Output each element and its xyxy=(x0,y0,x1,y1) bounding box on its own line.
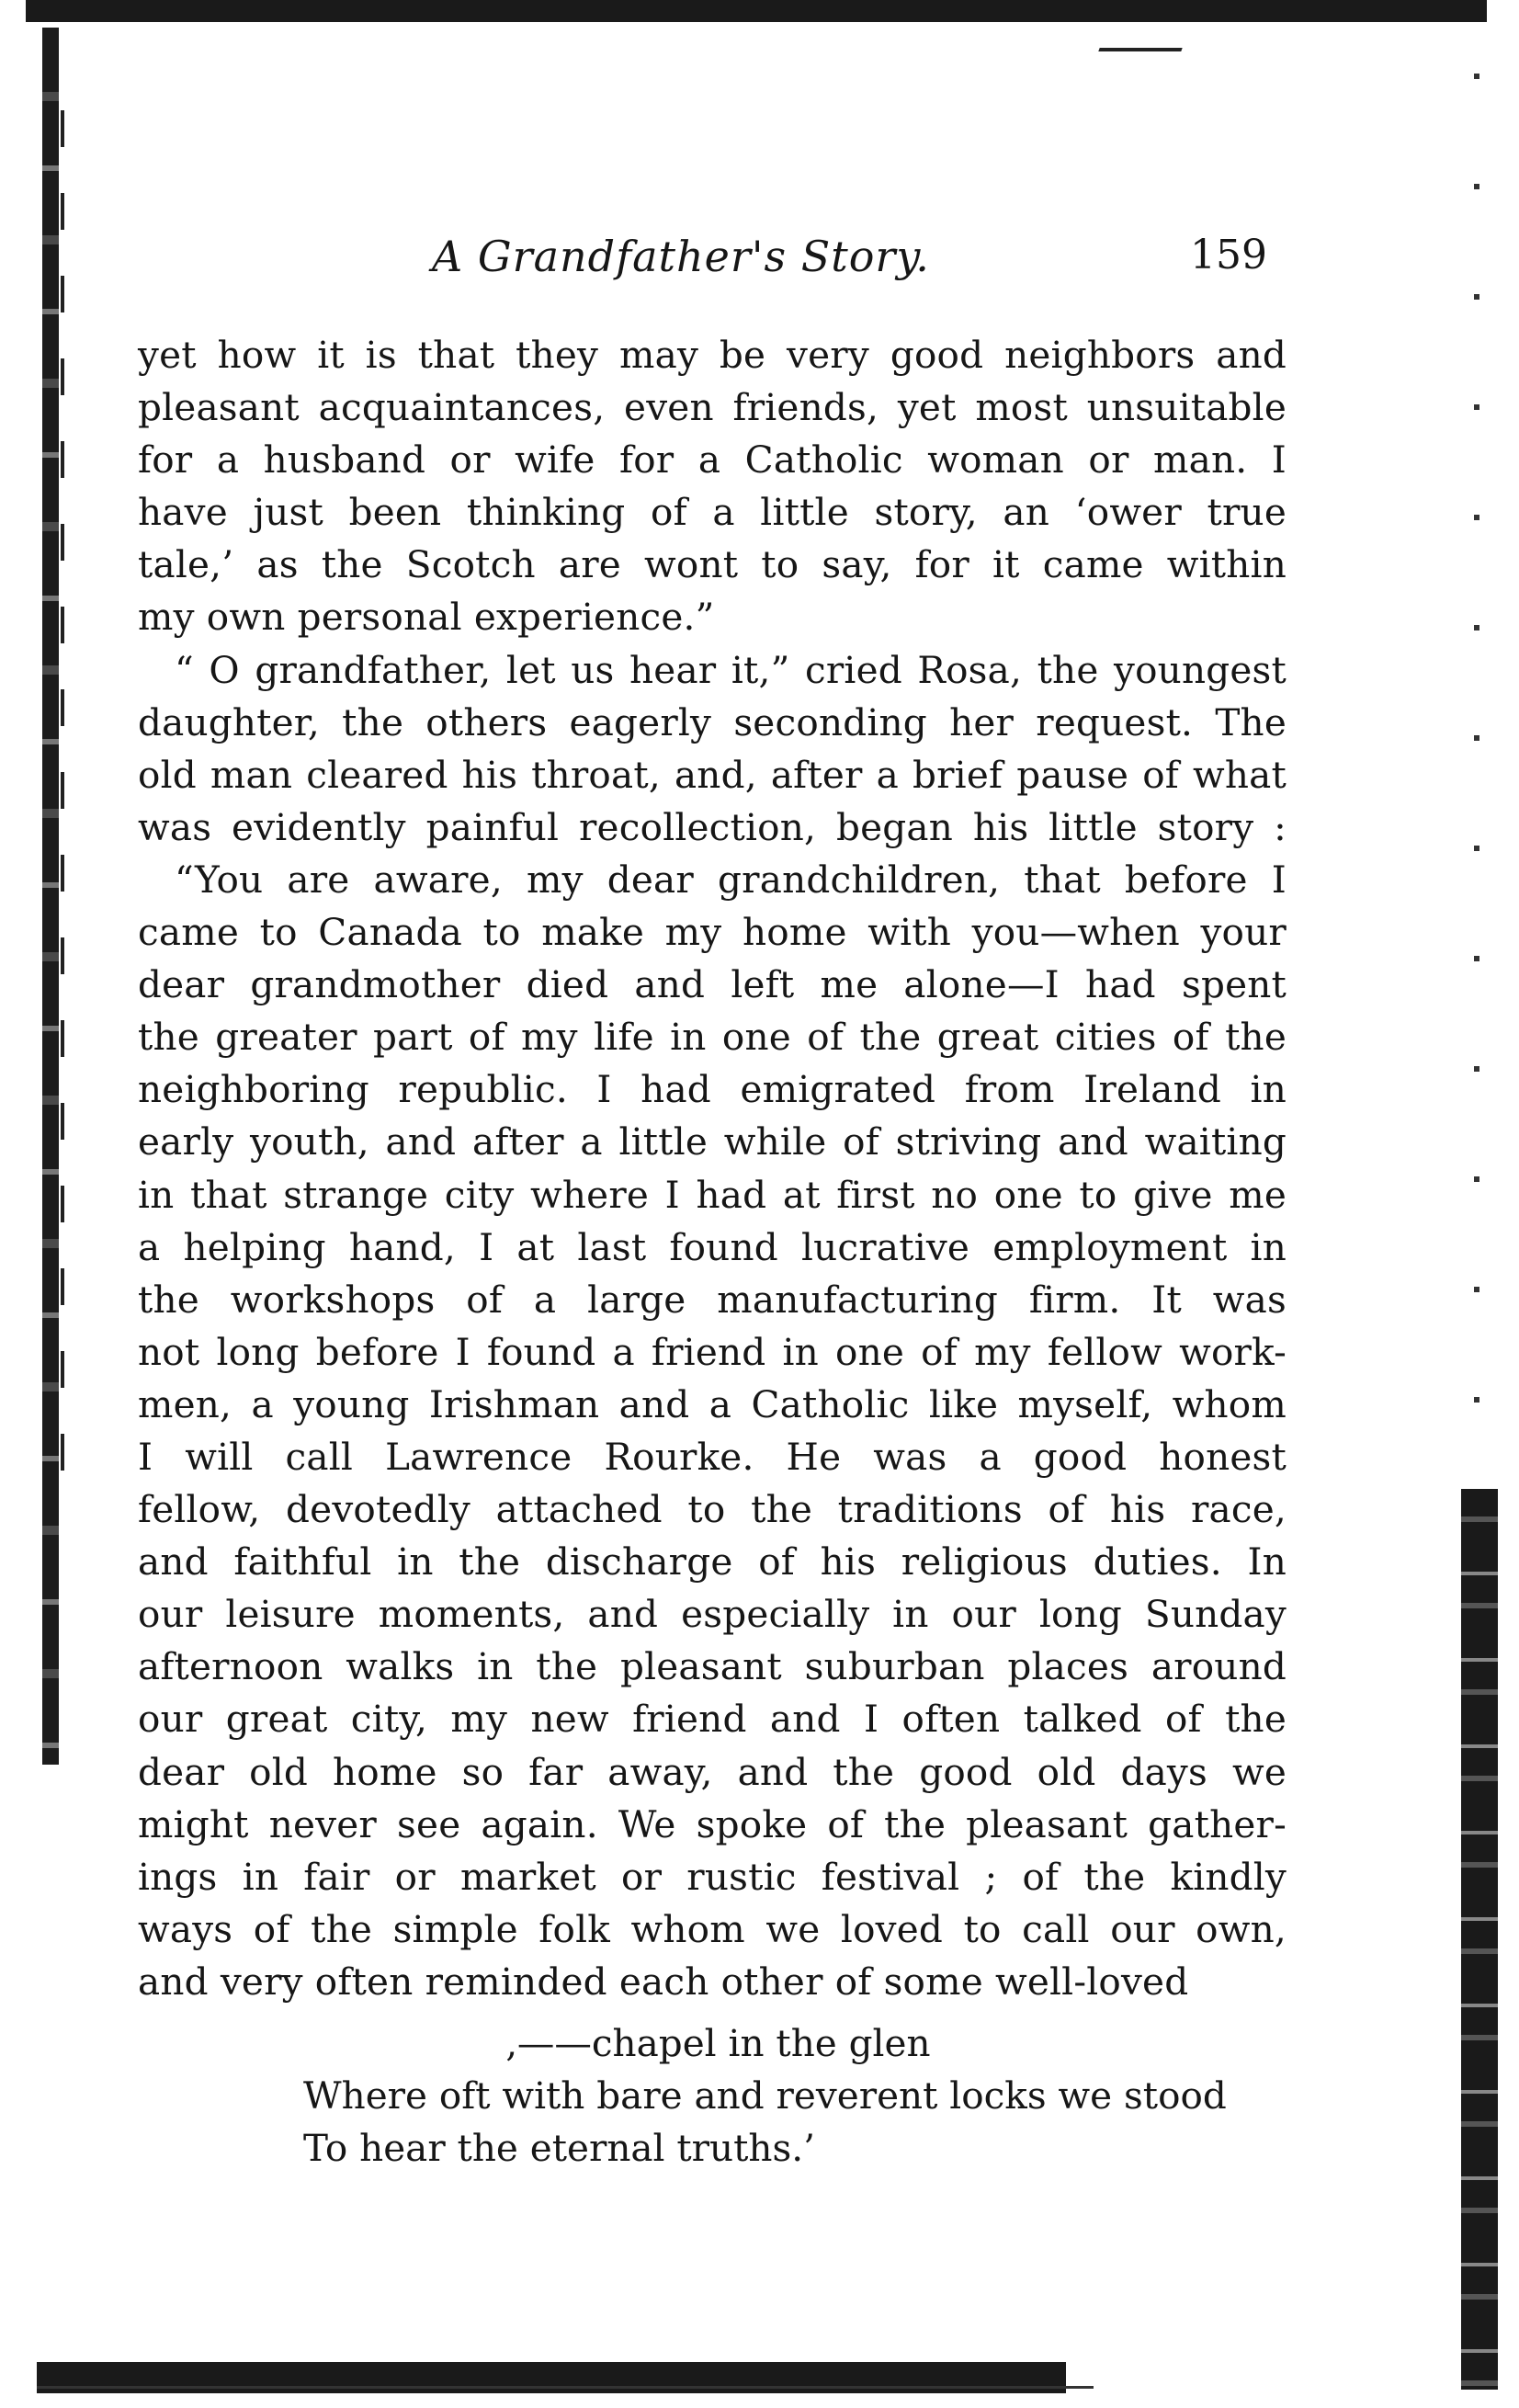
text-line: neighboring republic. I had emigrated from Ireland in xyxy=(138,1067,1287,1112)
text-line: I will call Lawrence Rourke. He was a good honest xyxy=(138,1434,1287,1479)
scan-right-border xyxy=(1461,1489,1498,2390)
book-page xyxy=(138,221,1287,2175)
scan-top-border xyxy=(26,0,1487,22)
text-line: men, a young Irishman and a Catholic like myself, whom xyxy=(138,1381,1287,1426)
text-line: the greater part of my life in one of the great cities of the xyxy=(138,1015,1287,1060)
text-line: the workshops of a large manufacturing firm. It was xyxy=(138,1277,1287,1322)
text-line: a helping hand, I at last found lucrative employment in xyxy=(138,1224,1287,1269)
verse-line: ‚——chapel in the glen xyxy=(505,2021,931,2065)
scan-left-border-inner xyxy=(61,110,64,1489)
text-line: tale,’ as the Scotch are wont to say, for it came within xyxy=(138,542,1287,587)
verse-line: Where oft with bare and reverent locks we stood xyxy=(303,2073,1227,2118)
page-number: 159 xyxy=(1190,232,1267,278)
text-line: “ O grandfather, let us hear it,” cried Rosa, the youngest xyxy=(175,647,1287,692)
running-head xyxy=(138,221,1287,303)
text-line: came to Canada to make my home with you—when your xyxy=(138,910,1287,955)
text-line: ways of the simple folk whom we loved to call our own, xyxy=(138,1906,1287,1951)
text-line: “You are aware, my dear grandchildren, that before I xyxy=(175,857,1287,902)
text-line: in that strange city where I had at first no one to give me xyxy=(138,1172,1287,1217)
text-line: fellow, devotedly attached to the traditions of his race, xyxy=(138,1487,1287,1532)
text-line: our leisure moments, and especially in our long Sunday xyxy=(138,1592,1287,1637)
text-line: ings in fair or market or rustic festival ; of the kindly xyxy=(138,1854,1287,1899)
scan-bottom-rule xyxy=(37,2386,1094,2389)
scan-left-border xyxy=(42,28,59,1765)
scan-right-specks xyxy=(1474,74,1479,1452)
scan-mark xyxy=(1098,28,1189,51)
text-line: dear old home so far away, and the good old days we xyxy=(138,1749,1287,1794)
text-line: old man cleared his throat, and, after a brief pause of what xyxy=(138,752,1287,797)
text-line: dear grandmother died and left me alone—I had spent xyxy=(138,962,1287,1007)
text-line: was evidently painful recollection, began his little story : xyxy=(138,804,1287,849)
running-title: A Grandfather's Story. xyxy=(432,232,930,281)
text-line: and very often reminded each other of some well-loved xyxy=(138,1959,1189,2004)
text-line: and faithful in the discharge of his religious duties. In xyxy=(138,1539,1287,1585)
text-line: my own personal experience.” xyxy=(138,595,715,640)
text-line: early youth, and after a little while of striving and waiting xyxy=(138,1119,1287,1164)
text-line: daughter, the others eagerly seconding her request. The xyxy=(138,699,1287,744)
text-line: for a husband or wife for a Catholic woman or man. I xyxy=(138,437,1287,483)
text-line: have just been thinking of a little story, an ‘ower true xyxy=(138,490,1287,535)
text-line: our great city, my new friend and I often talked of the xyxy=(138,1697,1287,1742)
verse-quotation xyxy=(138,2017,1287,2175)
text-line: not long before I found a friend in one of my fellow work- xyxy=(138,1329,1287,1374)
text-line: yet how it is that they may be very good neighbors and xyxy=(138,333,1287,377)
text-line: might never see again. We spoke of the pleasant gather- xyxy=(138,1801,1287,1846)
body-text xyxy=(138,329,1287,2008)
text-line: pleasant acquaintances, even friends, yet most unsuitable xyxy=(138,385,1287,430)
text-line: afternoon walks in the pleasant suburban places around xyxy=(138,1644,1287,1689)
verse-line: To hear the eternal truths.’ xyxy=(303,2126,815,2171)
